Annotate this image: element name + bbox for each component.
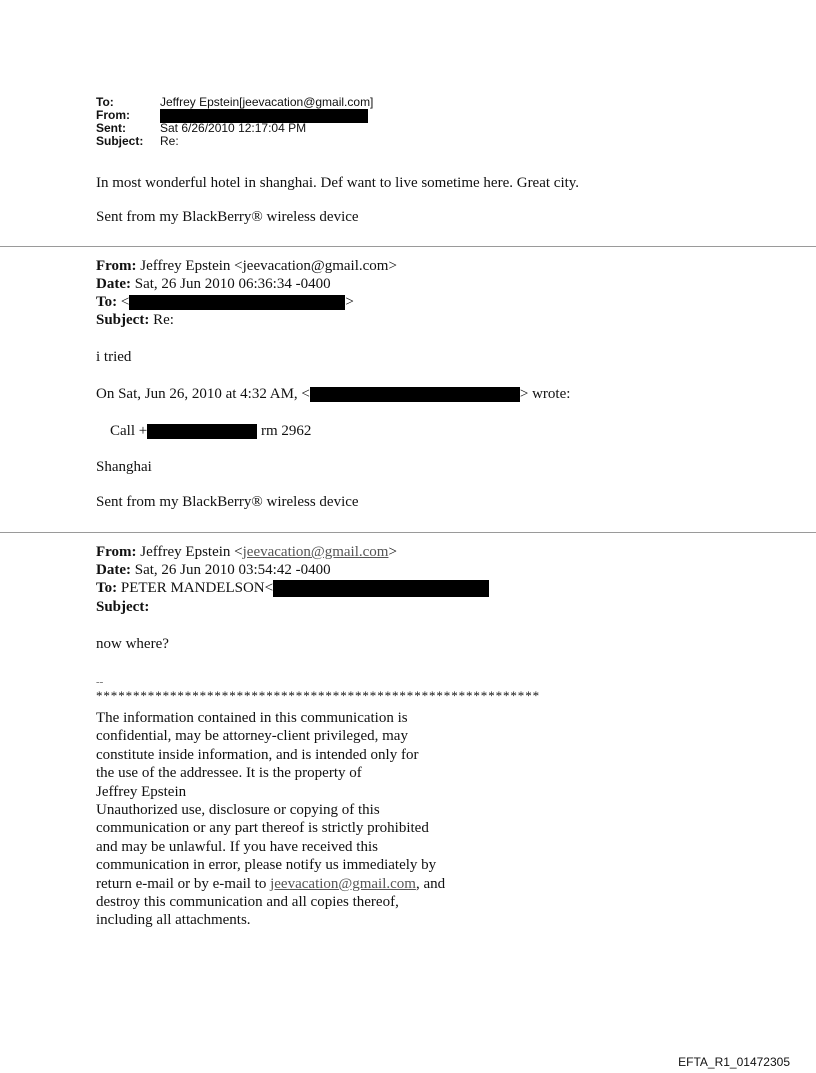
- document-id: EFTA_R1_01472305: [678, 1055, 790, 1069]
- message-body: now where?: [96, 636, 169, 652]
- quoted-subject-line: Subject:: [96, 599, 150, 615]
- email-link[interactable]: jeevacation@gmail.com: [242, 544, 389, 560]
- sent-value: Sat 6/26/2010 12:17:04 PM: [160, 121, 307, 135]
- message-body: In most wonderful hotel in shanghai. Def want to live sometime here. Great city.: [96, 175, 580, 191]
- divider: [0, 246, 816, 247]
- quoted-from-line: From: Jeffrey Epstein <jeevacation@gmail.com>: [96, 544, 397, 560]
- email-link[interactable]: jeevacation@gmail.com: [270, 875, 416, 892]
- city-line: Shanghai: [96, 459, 152, 475]
- redaction-bar: [310, 387, 520, 402]
- signature: Sent from my BlackBerry® wireless device: [96, 209, 359, 225]
- redaction-bar: [147, 424, 257, 439]
- signature-separator: --: [96, 676, 104, 688]
- quoted-date-line: Date: Sat, 26 Jun 2010 03:54:42 -0400: [96, 562, 331, 578]
- quoted-to-line: To: PETER MANDELSON<: [96, 579, 489, 597]
- subject-value: Re:: [160, 134, 179, 148]
- quoted-subject-line: Subject: Re:: [96, 312, 174, 328]
- quoted-date-line: Date: Sat, 26 Jun 2010 06:36:34 -0400: [96, 276, 331, 292]
- divider: [0, 532, 816, 533]
- subject-label: Subject:: [96, 134, 144, 148]
- sent-label: Sent:: [96, 121, 126, 135]
- call-line: Call + rm 2962: [110, 423, 312, 439]
- to-label: To:: [96, 95, 114, 109]
- confidentiality-disclaimer: The information contained in this communication is confidential, may be attorney-client privileged, may constitute inside information, and is intended only for the use of the addressee. It is the property of Jeffrey Epstein Unauthorized use, disclosure or copying of this communication or any part thereof is strictly prohibited and may be unlawful. If you have received this communication in error, please notify us immediately by return e-mail or by e-mail to jeevacation@gmail.com, and destroy this communication and all copies thereof, including all attachments.: [96, 710, 446, 929]
- redaction-bar: [129, 295, 345, 310]
- to-value: Jeffrey Epstein[jeevacation@gmail.com]: [160, 95, 374, 109]
- quote-attribution: On Sat, Jun 26, 2010 at 4:32 AM, < > wrote:: [96, 386, 571, 402]
- email-header: [96, 96, 373, 148]
- from-label: From:: [96, 108, 130, 122]
- quoted-to-line: To: < >: [96, 294, 354, 310]
- stars-separator: ************************************************************: [96, 688, 540, 703]
- quoted-from-line: From: Jeffrey Epstein <jeevacation@gmail.com>: [96, 258, 397, 274]
- signature: Sent from my BlackBerry® wireless device: [96, 494, 359, 510]
- redaction-bar: [273, 580, 489, 597]
- message-body: i tried: [96, 349, 132, 365]
